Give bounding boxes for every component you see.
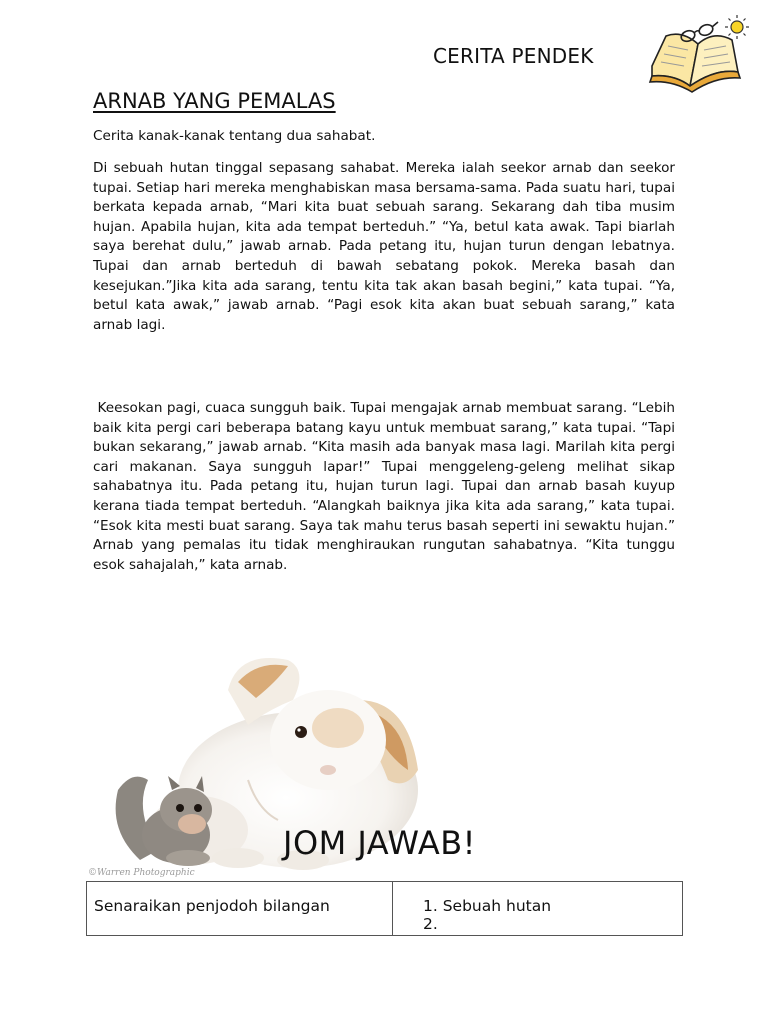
question-cell: Senaraikan penjodoh bilangan [87,882,393,936]
story-title: ARNAB YANG PEMALAS [93,89,336,113]
table-row [87,882,683,936]
answer-table [86,881,683,936]
rabbit-eye [295,726,307,738]
answer-line: 1. Sebuah hutan [423,897,552,915]
story-paragraph: Keesokan pagi, cuaca sungguh baik. Tupai mengajak arnab membuat sarang. “Lebih baik kita pergi cari beberapa batang kayu untuk membuat sarang,” kata tupai. “Tapi bukan sekarang,” jawab arnab. “Kita masih ada banyak masa lagi. Marilah kita pergi cari makanan. Saya sungguh lapar!” Tupai menggeleng-geleng melihat sikap sahabatnya itu. Pada petang itu, hujan turun lagi. Tupai dan arnab basah kuyup kerana tiada tempat berteduh. “Alangkah baiknya jika kita ada sarang,” kata tupai. “Esok kita mesti buat sarang. Saya tak mahu terus basah seperti ini sewaktu hujan.” Arnab yang pemalas itu tidak menghiraukan rungutan sahabatnya. “Kita tunggu esok sahajalah,” kata arnab. [93,400,680,573]
story-paragraph: Di sebuah hutan tinggal sepasang sahabat. Mereka ialah seekor arnab dan seekor tupai. Setiap hari mereka menghabiskan masa bersama-sama. Pada suatu hari, tupai berkata kepada arnab, “Mari kita buat sebuah sarang. Sekarang dah tiba musim hujan. Apabila hujan, kita ada tempat berteduh.” “Ya, betul kata awak. Tapi biarlah saya berehat dulu,” jawab arnab. Pada petang itu, hujan turun dengan lebatnya. Tupai dan arnab berteduh di bawah sebatang pokok. Mereka basah dan kesejukan.”Jika kita ada sarang, tentu kita tak akan basah begini,” kata tupai. “Ya, betul kata awak,” jawab arnab. “Pagi esok kita akan buat sebuah sarang,” kata arnab lagi. [93,160,675,333]
story-subtitle: Cerita kanak-kanak tentang dua sahabat. [93,128,376,144]
exercise-heading: JOM JAWAB! [283,824,476,862]
open-book-icon [646,14,752,98]
answer-line: 2. [423,915,438,933]
sun-icon [725,15,749,39]
photo-watermark: ©Warren Photographic [88,868,195,878]
answer-cell[interactable] [393,882,683,936]
header-label: CERITA PENDEK [433,44,594,68]
